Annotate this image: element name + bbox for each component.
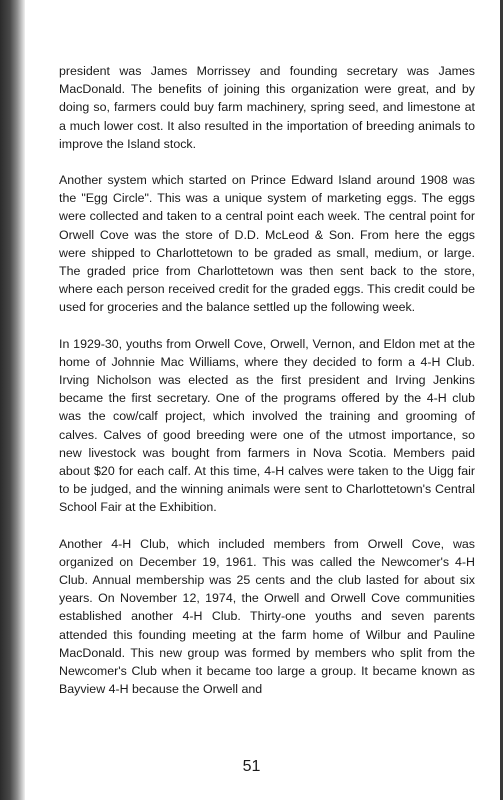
paragraph-farmers-organization: president was James Morrissey and founding secretary was James MacDonald. The benefits of joining this organization were great, and by doing so, farmers could buy farm machinery, spring seed, and limestone at a much lower cost. It also resulted in the importation of breeding animals to improve the Island stock. [59,64,475,151]
paragraph-egg-circle: Another system which started on Prince Edward Island around 1908 was the "Egg Circle". This was a unique system of marketing eggs. The eggs were collected and taken to a central point each week. The central point for Orwell Cove was the store of D.D. McLeod & Son. From here the eggs were shipped to Charlottetown to be graded as small, medium, or large. The graded price from Charlottetown was then sent back to the store, where each person received credit for the graded eggs. This credit could be used for groceries and the balance settled up the following week. [59,173,475,315]
page-number: 51 [242,758,261,775]
body-text [59,62,475,717]
page-binding-edge [0,0,25,800]
paragraph-newcomers-4h-club: Another 4-H Club, which included members from Orwell Cove, was organized on December 19, 1961. This was called the Newcomer's 4-H Club. Annual membership was 25 cents and the club lasted for about six years. On November 12, 1974, the Orwell and Orwell Cove communities established another 4-H Club. Thirty-one youths and seven parents attended this founding meeting at the farm home of Wilbur and Pauline MacDonald. This new group was formed by members who split from the Newcomer's Club when it became too large a group. It became known as Bayview 4-H because the Orwell and [59,536,475,697]
paragraph-first-4h-club: In 1929-30, youths from Orwell Cove, Orwell, Vernon, and Eldon met at the home of Johnnie Mac Williams, where they decided to form a 4-H Club. Irving Nicholson was elected as the first president and Irving Jenkins became the first secretary. One of the programs offered by the 4-H club was the cow/calf project, which involved the training and grooming of calves. Calves of good breeding were one of the utmost importance, so new livestock was bought from farmers in Nova Scotia. Members paid about $20 for each calf. At this time, 4-H calves were taken to the Uigg fair to be judged, and the winning animals were sent to Charlottetown's Central School Fair at the Exhibition. [59,336,475,515]
